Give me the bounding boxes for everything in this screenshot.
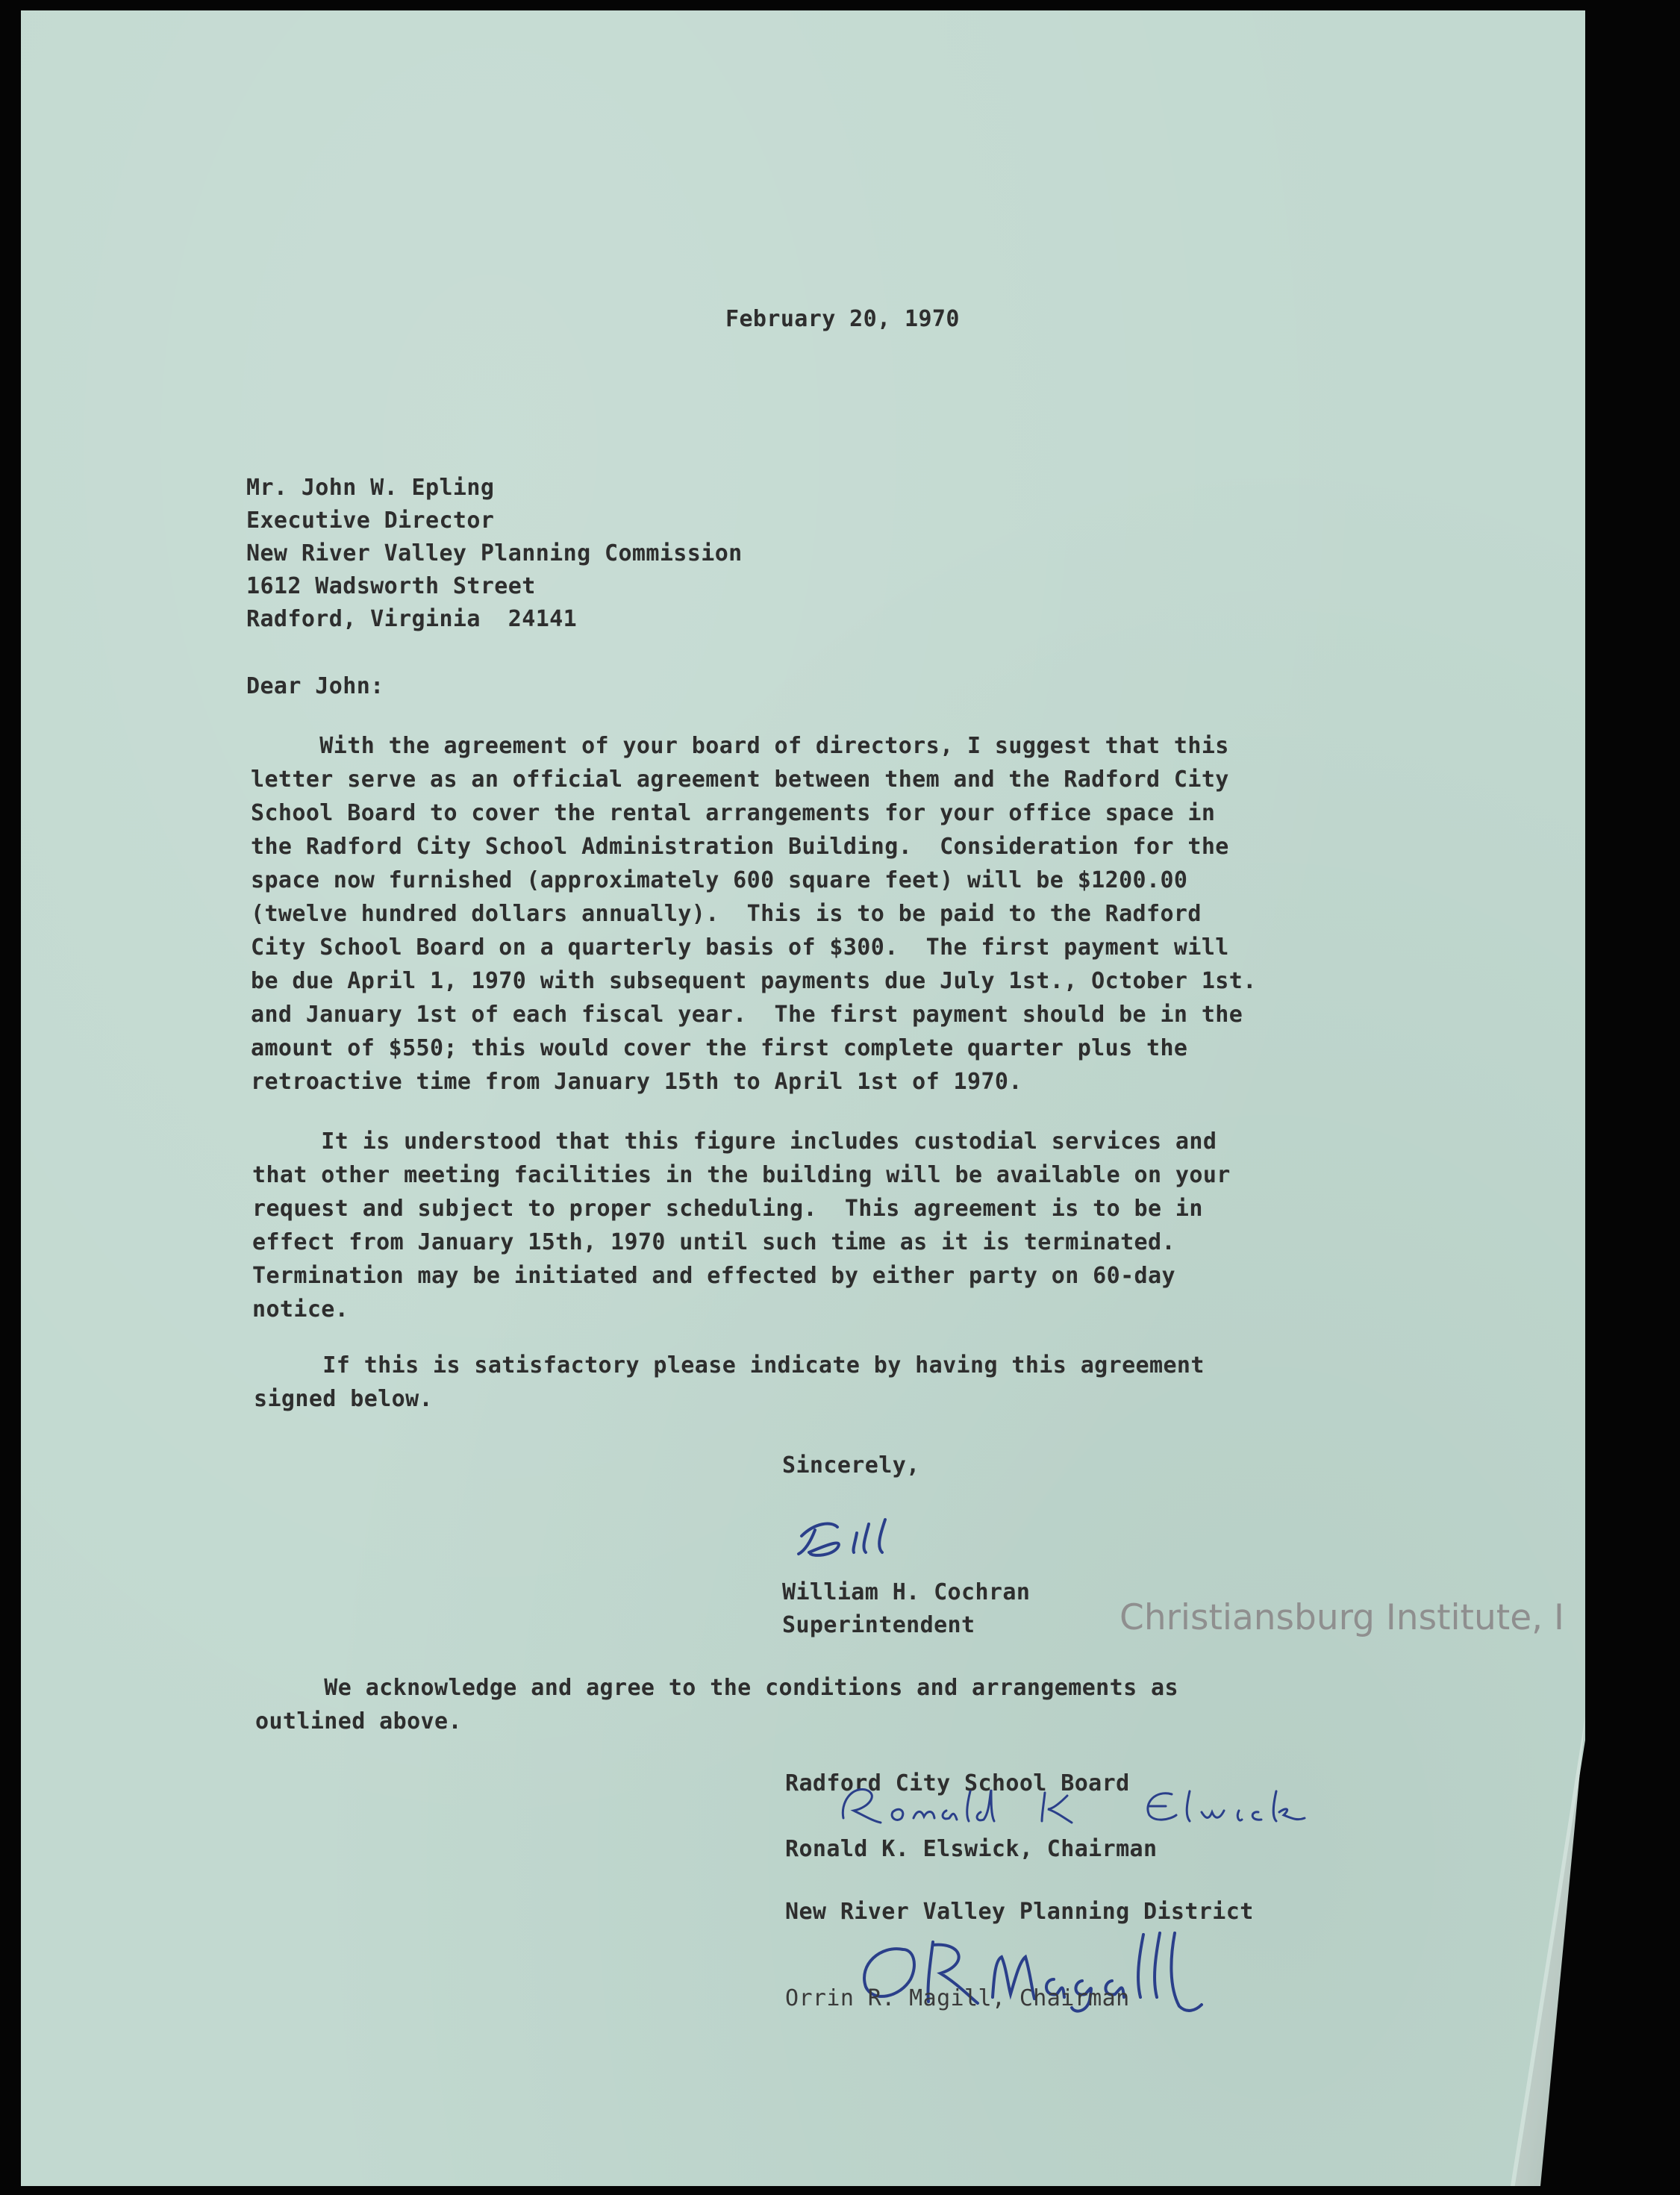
closing: Sincerely, (782, 1452, 920, 1479)
recipient-line: 1612 Wadsworth Street (246, 573, 536, 599)
recipient-line: New River Valley Planning Commission (246, 540, 743, 566)
body-line: space now furnished (approximately 600 square feet) will be $1200.00 (251, 867, 1188, 893)
body-line: signed below. (254, 1386, 433, 1412)
body-line: We acknowledge and agree to the conditions and arrangements as (255, 1675, 1178, 1701)
body-line: It is understood that this figure includes custodial services and (252, 1128, 1217, 1155)
letter-date: February 20, 1970 (725, 306, 960, 332)
body-line: effect from January 15th, 1970 until such time as it is terminated. (252, 1229, 1175, 1255)
body-line: be due April 1, 1970 with subsequent payments due July 1st., October 1st. (251, 968, 1257, 994)
body-line: amount of $550; this would cover the first complete quarter plus the (251, 1035, 1188, 1061)
body-line: notice. (252, 1296, 349, 1323)
signer-name: William H. Cochran (782, 1579, 1031, 1605)
recipient-line: Radford, Virginia 24141 (246, 606, 578, 632)
party2-signatory: Orrin R. Magill, Chairman (785, 1985, 1130, 2011)
party2-organization: New River Valley Planning District (785, 1899, 1254, 1925)
body-line: outlined above. (255, 1708, 462, 1735)
watermark: Christiansburg Institute, I (1120, 1597, 1564, 1638)
body-line: School Board to cover the rental arrangements for your office space in (251, 800, 1216, 826)
body-line: With the agreement of your board of directors, I suggest that this (251, 733, 1229, 759)
body-line: and January 1st of each fiscal year. The first payment should be in the (251, 1002, 1243, 1028)
signer-title: Superintendent (782, 1612, 975, 1638)
body-line: that other meeting facilities in the building will be available on your (252, 1162, 1231, 1188)
body-line: the Radford City School Administration Building. Consideration for the (251, 834, 1229, 860)
body-line: City School Board on a quarterly basis of $300. The first payment will (251, 934, 1229, 961)
body-line: Termination may be initiated and effected by either party on 60-day (252, 1263, 1175, 1289)
party1-organization: Radford City School Board (785, 1770, 1130, 1796)
body-line: If this is satisfactory please indicate by having this agreement (254, 1352, 1205, 1378)
body-line: (twelve hundred dollars annually). This is to be paid to the Radford (251, 901, 1202, 927)
party1-signatory: Ronald K. Elswick, Chairman (785, 1836, 1158, 1862)
recipient-line: Mr. John W. Epling (246, 475, 495, 501)
recipient-line: Executive Director (246, 508, 495, 534)
body-line: letter serve as an official agreement between them and the Radford City (251, 766, 1229, 793)
body-line: retroactive time from January 15th to April 1st of 1970. (251, 1069, 1022, 1095)
salutation: Dear John: (246, 673, 384, 699)
body-line: request and subject to proper scheduling. This agreement is to be in (252, 1196, 1203, 1222)
